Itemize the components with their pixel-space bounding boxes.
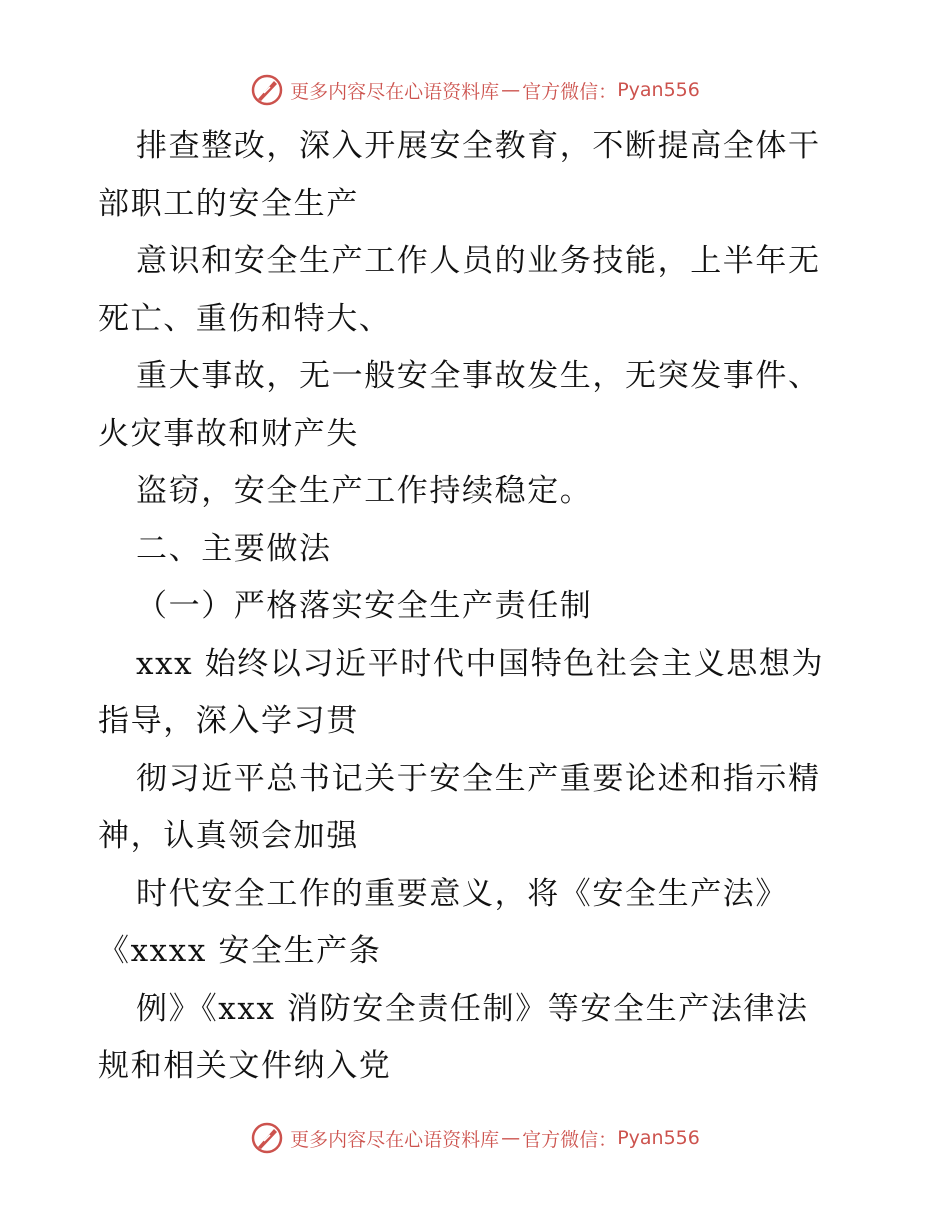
text-line: 指导，深入学习贯 (98, 703, 359, 739)
text-line: 死亡、重伤和特大、 (98, 300, 392, 337)
text-line: 规和相关文件纳入党 (98, 1048, 392, 1084)
text-line: 重大事故，无一般安全事故发生，无突发事件、 (136, 358, 821, 394)
watermark-separator: — (501, 79, 521, 101)
header-watermark (0, 70, 950, 110)
section-heading: 二、主要做法 (136, 530, 332, 567)
text-line: xxx 始终以习近平时代中国特色社会主义思想为 (136, 645, 825, 682)
text-line: 神，认真领会加强 (98, 818, 359, 854)
watermark-wechat-label: 官方微信： (522, 80, 618, 103)
text-line: 意识和安全生产工作人员的业务技能，上半年无 (136, 243, 821, 279)
subsection-heading: （一）严格落实安全生产责任制 (136, 588, 593, 624)
watermark-wechat-label: 官方微信： (522, 1128, 618, 1151)
watermark-brand: 更多内容尽在心语资料库 (290, 1128, 500, 1151)
watermark-wechat-id: Pyan556 (617, 79, 700, 101)
text-line: 时代安全工作的重要意义，将《安全生产法》 (136, 875, 788, 912)
text-line: 《xxxx 安全生产条 (98, 933, 382, 969)
quill-logo-icon (250, 73, 284, 107)
watermark-separator: — (501, 1127, 521, 1149)
quill-logo-icon (250, 1121, 284, 1155)
watermark-brand: 更多内容尽在心语资料库 (290, 80, 500, 103)
text-line: 彻习近平总书记关于安全生产重要论述和指示精 (136, 760, 821, 797)
watermark-wechat-id: Pyan556 (617, 1127, 700, 1149)
text-line: 部职工的安全生产 (98, 185, 359, 222)
document-body (98, 118, 858, 1096)
text-line: 火灾事故和财产失 (98, 415, 359, 452)
footer-watermark (0, 1118, 950, 1158)
text-line: 例》《xxx 消防安全责任制》等安全生产法律法 (136, 990, 809, 1027)
text-line: 排查整改，深入开展安全教育，不断提高全体干 (136, 128, 821, 164)
text-line: 盗窃，安全生产工作持续稳定。 (136, 473, 593, 509)
